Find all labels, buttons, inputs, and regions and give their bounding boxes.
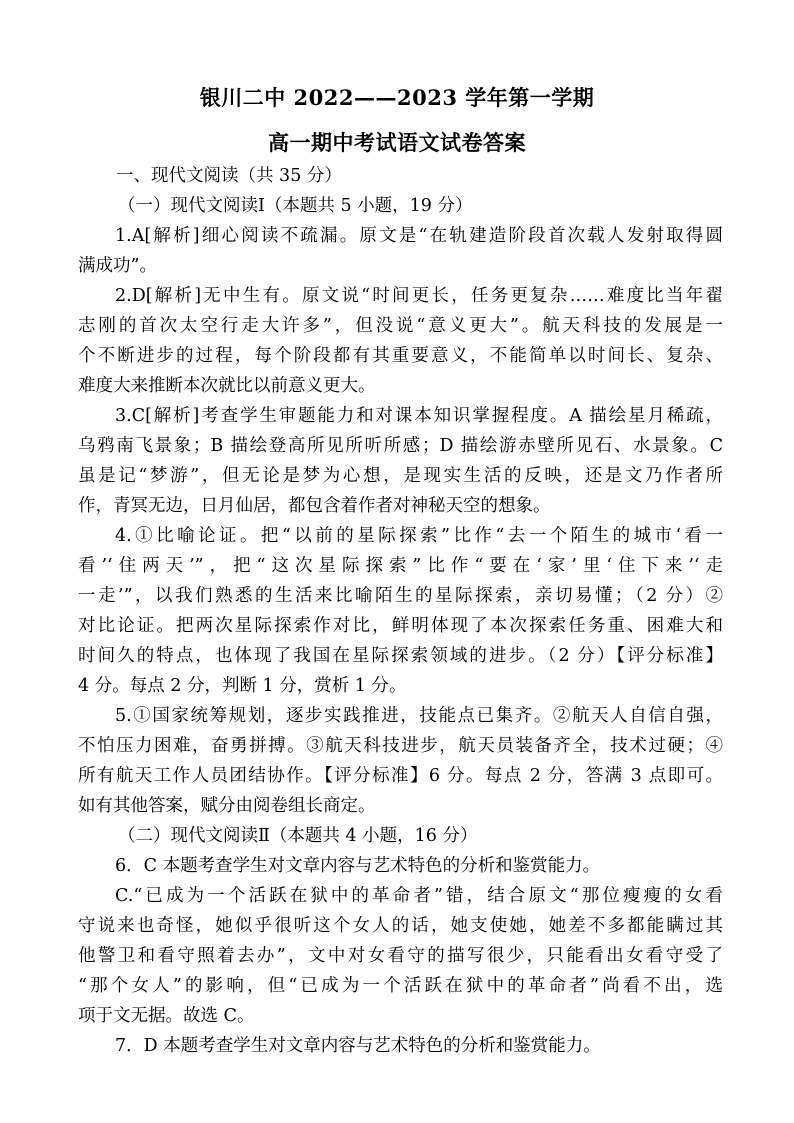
answer-line: 看’‘住两天’”，把“这次星际探索”比作“要在‘家’里‘住下来’‘走 xyxy=(78,556,723,576)
document-title-line2: 高一期中考试语文试卷答案 xyxy=(268,130,526,155)
answer-line: 4.①比喻论证。把“以前的星际探索”比作“去一个陌生的城市‘看一 xyxy=(115,526,723,546)
answer-line: 虽是记“梦游”，但无论是梦为心想，是现实生活的反映，还是文乃作者所 xyxy=(78,466,723,486)
answer-line: 5.①国家统筹规划，逐步实践推进，技能点已集齐。②航天人自信自强， xyxy=(115,706,723,726)
answer-line: 个不断进步的过程，每个阶段都有其重要意义，不能简单以时间长、复杂、 xyxy=(78,346,723,366)
answer-line: 6．C 本题考查学生对文章内容与艺术特色的分析和鉴赏能力。 xyxy=(115,856,601,876)
answer-line: C.“已成为一个活跃在狱中的革命者”错，结合原文“那位瘦瘦的女看 xyxy=(115,886,723,906)
answer-line: 如有其他答案，赋分由阅卷组长商定。 xyxy=(78,796,376,816)
answer-line: 志刚的首次太空行走大许多”，但没说“意义更大”。航天科技的发展是一 xyxy=(78,316,723,336)
answer-line: 4 分。每点 2 分，判断 1 分，赏析 1 分。 xyxy=(78,676,407,696)
answer-line: 乌鸦南飞景象；B 描绘登高所见所听所感；D 描绘游赤壁所见石、水景象。C xyxy=(78,436,723,456)
answer-line: 一走’”，以我们熟悉的生活来比喻陌生的星际探索，亲切易懂；（2 分）② xyxy=(78,586,723,606)
answer-line: 1.A[解析]细心阅读不疏漏。原文是“在轨建造阶段首次载人发射取得圆 xyxy=(115,226,723,246)
subsection-heading-2: （二）现代文阅读Ⅱ（本题共 4 小题，16 分） xyxy=(118,826,478,846)
answer-line: 7．D 本题考查学生对文章内容与艺术特色的分析和鉴赏能力。 xyxy=(115,1036,601,1056)
answer-line: 作，青冥无边，日月仙居，都包含着作者对神秘天空的想象。 xyxy=(78,496,551,516)
answer-line: 所有航天工作人员团结协作。【评分标准】6 分。每点 2 分，答满 3 点即可。 xyxy=(78,766,723,786)
answer-line: 时间久的特点，也体现了我国在星际探索领域的进步。（2 分）【评分标准】 xyxy=(78,646,723,666)
answer-line: 不怕压力困难，奋勇拼搏。③航天科技进步，航天员装备齐全，技术过硬；④ xyxy=(78,736,723,756)
answer-line: 2.D[解析]无中生有。原文说“时间更长，任务更复杂……难度比当年翟 xyxy=(115,286,723,306)
answer-line: 守说来也奇怪，她似乎很听这个女人的话，她支使她，她差不多都能瞒过其 xyxy=(78,916,723,936)
answer-line: 难度大来推断本次就比以前意义更大。 xyxy=(78,376,376,396)
section-heading-1: 一、现代文阅读（共 35 分） xyxy=(116,166,342,186)
answer-line: 他警卫和看守照着去办”，文中对女看守的描写很少，只能看出女看守受了 xyxy=(78,946,723,966)
subsection-heading-1: （一）现代文阅读Ⅰ（本题共 5 小题，19 分） xyxy=(118,196,473,216)
answer-line: 项于文无据。故选 C。 xyxy=(78,1006,255,1026)
answer-line: 3.C[解析]考查学生审题能力和对课本知识掌握程度。A 描绘星月稀疏， xyxy=(115,406,723,426)
answer-line: “那个女人”的影响，但“已成为一个活跃在狱中的革命者”尚看不出，选 xyxy=(78,976,723,996)
answer-line: 对比论证。把两次星际探索作对比，鲜明体现了本次探索任务重、困难大和 xyxy=(78,616,723,636)
document-title-line1: 银川二中 2022——2023 学年第一学期 xyxy=(199,85,595,110)
answer-line: 满成功”。 xyxy=(78,256,157,276)
